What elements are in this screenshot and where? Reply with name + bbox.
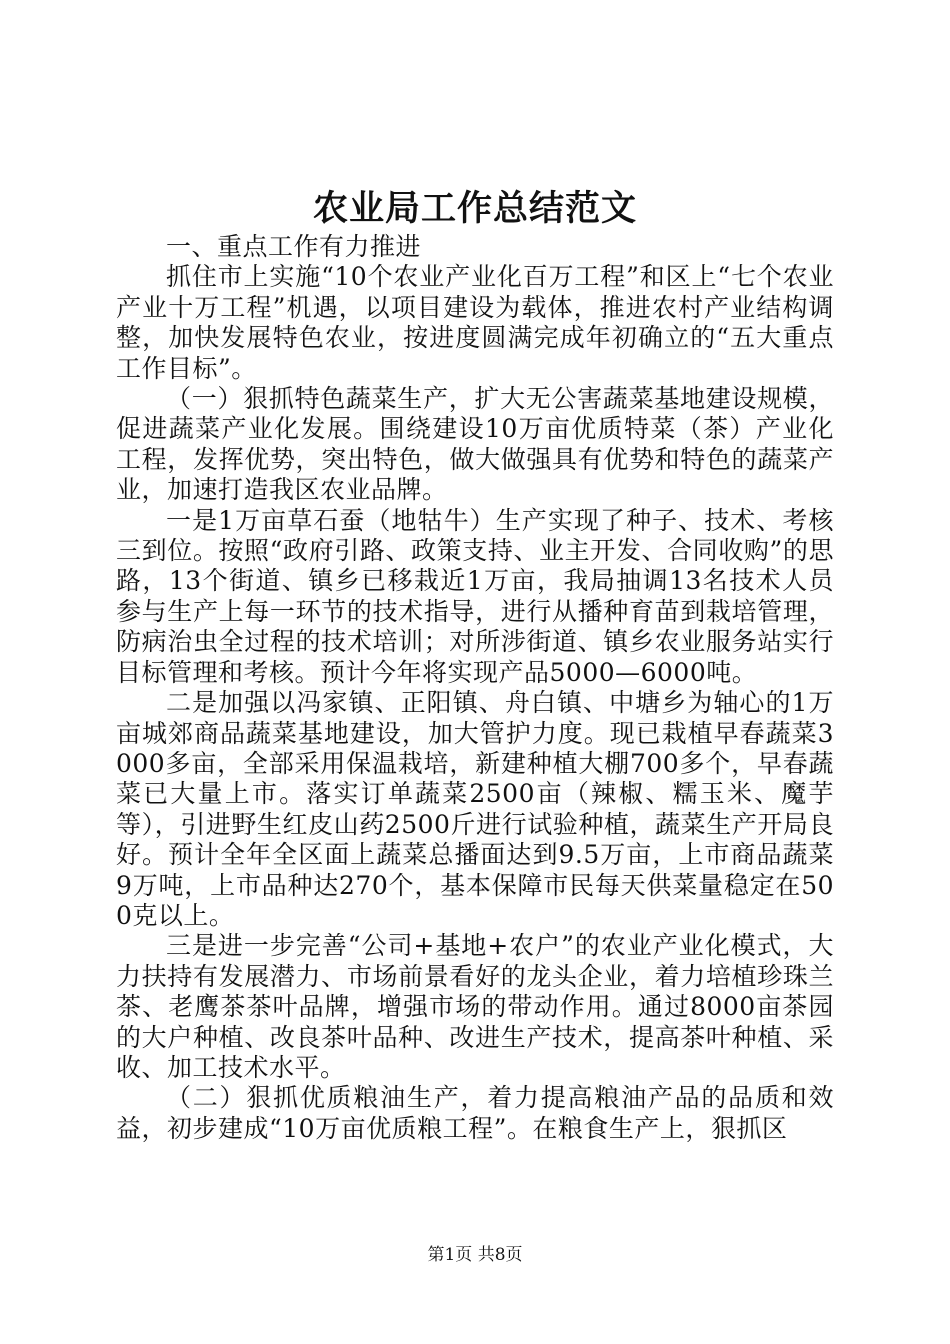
paragraph-grain: （二）狠抓优质粮油生产，着力提高粮油产品的品质和效益，初步建成“10万亩优质粮工程”。在粮食生产上，狠抓区 — [116, 1083, 834, 1143]
document-title: 农业局工作总结范文 — [312, 188, 637, 229]
document-body — [116, 232, 834, 1144]
page-footer: 第1页 共8页 — [427, 1245, 523, 1265]
paragraph-item-three: 三是进一步完善“公司+基地+农户”的农业产业化模式，大力扶持有发展潜力、市场前景看好的龙头企业，着力培植珍珠兰茶、老鹰茶茶叶品牌，增强市场的带动作用。通过8000亩茶园的大户种植、改良茶叶品种、改进生产技术，提高茶叶种植、采收、加工技术水平。 — [116, 931, 834, 1082]
paragraph-item-two: 二是加强以冯家镇、正阳镇、舟白镇、中塘乡为轴心的1万亩城郊商品蔬菜基地建设，加大管护力度。现已栽植早春蔬菜3000多亩，全部采用保温栽培，新建种植大棚700多个，早春蔬菜已大量上市。落实订单蔬菜2500亩（辣椒、糯玉米、魔芋等），引进野生红皮山药2500斤进行试验种植，蔬菜生产开局良好。预计全年全区面上蔬菜总播面达到9.5万亩，上市商品蔬菜9万吨，上市品种达270个，基本保障市民每天供菜量稳定在500克以上。 — [116, 688, 834, 930]
paragraph-item-one: 一是1万亩草石蚕（地牯牛）生产实现了种子、技术、考核三到位。按照“政府引路、政策支持、业主开发、合同收购”的思路，13个街道、镇乡已移栽近1万亩，我局抽调13名技术人员参与生产上每一环节的技术指导，进行从播种育苗到栽培管理，防病治虫全过程的技术培训；对所涉街道、镇乡农业服务站实行目标管理和考核。预计今年将实现产品5000—6000吨。 — [116, 505, 834, 687]
paragraph-vegetables: （一）狠抓特色蔬菜生产，扩大无公害蔬菜基地建设规模，促进蔬菜产业化发展。围绕建设10万亩优质特菜（茶）产业化工程，发挥优势，突出特色，做大做强具有优势和特色的蔬菜产业，加速打造我区农业品牌。 — [116, 384, 834, 505]
section-heading: 一、重点工作有力推进 — [166, 232, 422, 261]
paragraph-intro: 抓住市上实施“10个农业产业化百万工程”和区上“七个农业产业十万工程”机遇，以项目建设为载体，推进农村产业结构调整，加快发展特色农业，按进度圆满完成年初确立的“五大重点工作目标”。 — [116, 262, 834, 383]
